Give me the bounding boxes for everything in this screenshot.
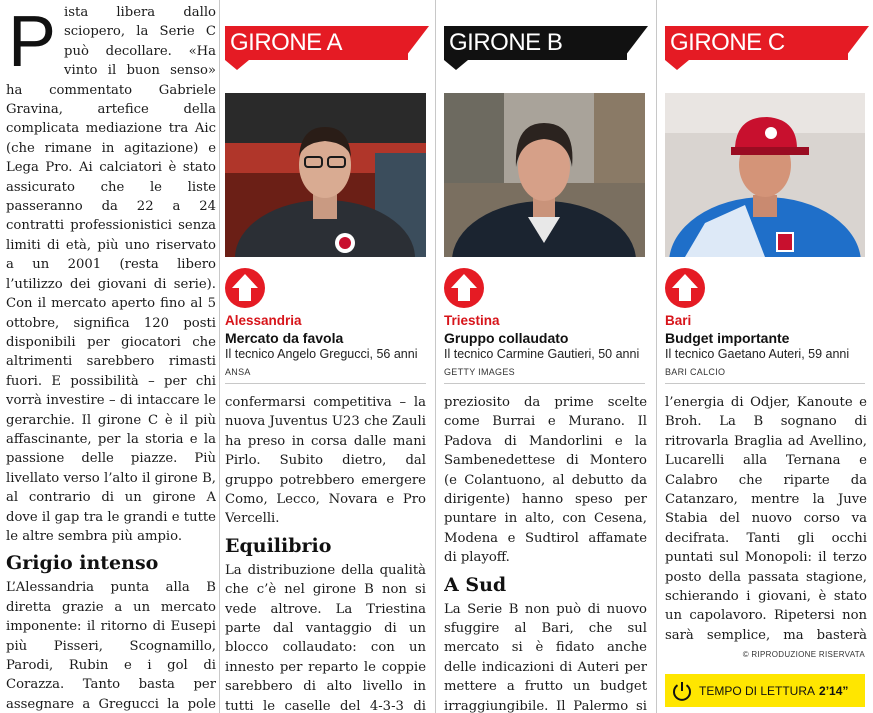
photo-credit: ANSA bbox=[225, 367, 251, 377]
team-bari: Bari bbox=[665, 313, 692, 328]
girone-a-banner: GIRONE A bbox=[225, 26, 408, 60]
copyright-notice: © RIPRODUZIONE RISERVATA bbox=[742, 650, 865, 659]
column-divider bbox=[219, 0, 220, 713]
intro-text: ista libera dallo sciopero, la Serie C può decollare. «Ha vinto il buon senso» ha commentato Gabriele Gravina, artefice della complicata mediazione tra Aic (che rimane in agitazione) e Lega Pro. Ai calciatori è stato assicurato che le liste passeranno da 22 a 24 contratti professionistici senza limiti di età, più uno riservato a un 2001 (resta libero l’utilizzo dei giovani di serie). Con il mercato aperto fino al 5 ottobre, significa 120 posti disponibili per giocatori che altrimenti sarebbero rimasti fuori. E possibilità – per chi vorrà investire – di intaccare le gerarchie. Il girone C è il più affascinante, per la storia e la passione delle piazze. Più livellato verso l’alto il girone B, al contrario di un girone A dove il gap tra le grandi e tutte le altre sembra più ampio. bbox=[6, 5, 216, 544]
reading-time-label: TEMPO DI LETTURA bbox=[699, 683, 816, 698]
drop-cap: P bbox=[8, 2, 57, 82]
caption-rule bbox=[225, 383, 426, 384]
headline-mercato-da-favola: Mercato da favola bbox=[225, 330, 344, 346]
body-text-col3b: La Serie B non può di nuovo sfuggire al Bari, che sul mercato si è fidato anche delle indicazioni di Auteri per mettere a frutto un budget irraggiungibile. Il Palermo si bbox=[444, 601, 647, 713]
banner-notch bbox=[665, 60, 689, 70]
banner-notch bbox=[444, 60, 468, 70]
up-arrow-icon bbox=[444, 268, 484, 308]
subhead-equilibrio: Equilibrio bbox=[225, 534, 332, 557]
column-girone-a-text bbox=[225, 393, 426, 713]
up-arrow-icon bbox=[665, 268, 705, 308]
coach-photo-gregucci bbox=[225, 93, 426, 257]
girone-b-banner: GIRONE B bbox=[444, 26, 627, 60]
up-arrow-icon bbox=[225, 268, 265, 308]
photo-credit: BARI CALCIO bbox=[665, 367, 726, 377]
caption-rule bbox=[444, 383, 645, 384]
banner-slant bbox=[403, 26, 429, 60]
coach-caption: Il tecnico Carmine Gautieri, 50 anni bbox=[444, 347, 640, 361]
reading-time-box bbox=[665, 674, 865, 707]
body-text-col4: l’energia di Odjer, Kanoute e Broh. La B sognano di ritrovarla Braglia ad Avellino, Lucarelli alla Ternana e Calabro che riparte da Catanzaro, mentre la Juve Stabia del nuovo corso va decifrata. Tanti gli occhi puntati sul Monopoli: il terzo posto della passata stagione, schierando i giovani, è stato un capolavoro. Ripetersi non sarà semplice, ma basterà bbox=[665, 395, 867, 643]
body-text-col2b: La distribuzione della qualità che c’è nel girone B non si vede altrove. La Triestina parte dal vantaggio di un blocco collaudato: con un innesto per reparto le coppie sarebbero di alto livello in tutti le caselle del 4-3-3 di bbox=[225, 562, 426, 713]
column-girone-c-text bbox=[665, 393, 867, 643]
subhead-grigio-intenso: Grigio intenso bbox=[6, 552, 159, 575]
coach-photo-gautieri bbox=[444, 93, 645, 257]
coach-caption: Il tecnico Angelo Gregucci, 56 anni bbox=[225, 347, 418, 361]
headline-budget-importante: Budget importante bbox=[665, 330, 790, 346]
banner-slant bbox=[622, 26, 648, 60]
column-girone-b-text bbox=[444, 393, 647, 713]
power-clock-icon bbox=[671, 680, 693, 702]
banner-notch bbox=[225, 60, 249, 70]
body-text-col3: preziosito da prime scelte come Burrai e Murano. Il Padova di Mandorlini e la Sambenedettese di Montero (e Colantuono, al debutto da dirigente) hanno speso per puntare in alto, con Cesena, Modena e Sudtirol affamate di playoff. bbox=[444, 395, 647, 566]
headline-gruppo-collaudato: Gruppo collaudato bbox=[444, 330, 569, 346]
intro-paragraph bbox=[6, 3, 216, 546]
girone-c-banner: GIRONE C bbox=[665, 26, 848, 60]
reading-time-value: 2’14” bbox=[819, 683, 849, 698]
column-divider bbox=[435, 0, 436, 713]
column-divider bbox=[656, 0, 657, 713]
coach-caption: Il tecnico Gaetano Auteri, 59 anni bbox=[665, 347, 850, 361]
body-text-col1: L’Alessandria punta alla B diretta grazie a un mercato imponente: il ritorno di Eusepi più Pisseri, Scognamillo, Parodi, Rubin e i gol di Corazza. Tanto basta per assegnare a Gregucci la pole bbox=[6, 580, 216, 712]
photo-credit: GETTY IMAGES bbox=[444, 367, 515, 377]
team-alessandria: Alessandria bbox=[225, 313, 302, 328]
caption-rule bbox=[665, 383, 865, 384]
banner-slant bbox=[843, 26, 869, 60]
subhead-a-sud: A Sud bbox=[444, 573, 507, 596]
body-text-col2: confermarsi competitiva – la nuova Juventus U23 che Zauli ha preso in corsa dalle mani Pirlo. Subito dietro, dal gruppo potrebbero emergere Como, Lecco, Novara e Pro Vercelli. bbox=[225, 395, 426, 527]
team-triestina: Triestina bbox=[444, 313, 500, 328]
coach-photo-auteri bbox=[665, 93, 865, 257]
column-intro bbox=[6, 0, 216, 713]
